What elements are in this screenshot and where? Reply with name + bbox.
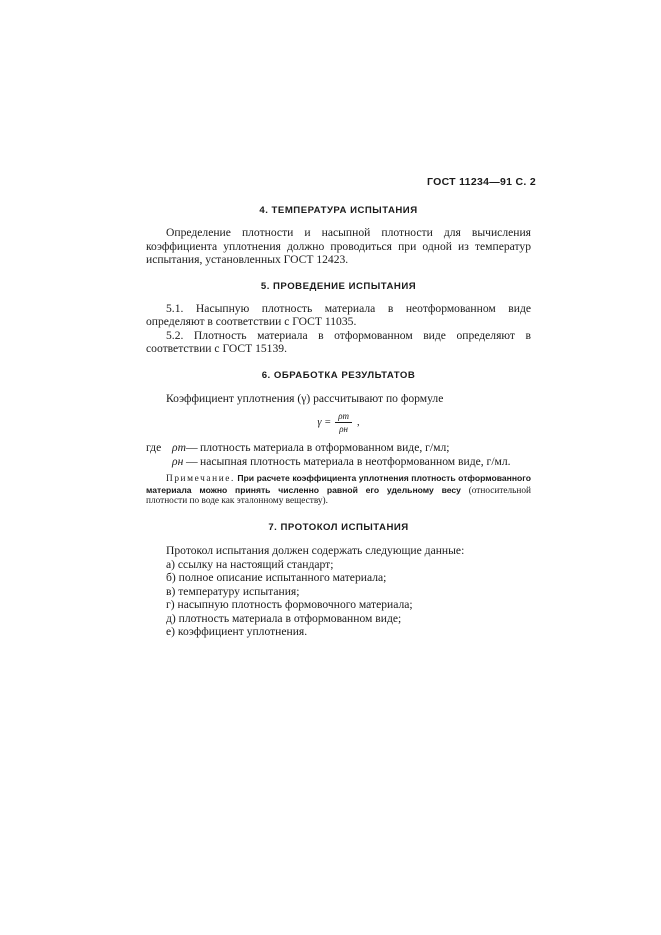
section-4	[146, 204, 531, 267]
where-text-1: плотность материала в отформованном виде, г/мл;	[200, 441, 450, 455]
list-item: а) ссылку на настоящий стандарт;	[166, 557, 334, 571]
section-5-paragraph-1: 5.1. Насыпную плотность материала в неотформованном виде определяют в соответствии с ГОСТ 11035.	[146, 302, 531, 329]
where-symbol-2: ρн	[172, 454, 184, 468]
where-symbol-1: ρm	[172, 441, 186, 455]
formula-trail: ,	[357, 417, 360, 429]
formula-fraction	[335, 411, 352, 434]
section-5	[146, 280, 531, 356]
list-item: г) насыпную плотность формовочного материала;	[166, 598, 413, 612]
section-5-paragraph-2: 5.2. Плотность материала в отформованном виде определяют в соответствии с ГОСТ 15139.	[146, 328, 531, 356]
note-text: При расчете коэффициента уплотнения плотность отформованного материала можно принять численно равной его удельному весу	[146, 473, 531, 495]
note-text-tail: (относительной плотности по воде как эталонному веществу).	[146, 485, 531, 507]
section-6-intro: Коэффициент уплотнения (γ) рассчитывают по формуле	[166, 392, 444, 406]
list-item: б) полное описание испытанного материала;	[166, 571, 387, 585]
page-header: ГОСТ 11234—91 С. 2	[426, 176, 536, 188]
section-6	[146, 369, 531, 507]
where-dash-1: —	[186, 441, 198, 455]
where-row-1	[146, 441, 531, 454]
compaction-formula	[146, 411, 531, 434]
section-7-intro: Протокол испытания должен содержать следующие данные:	[166, 544, 465, 558]
where-dash-2: —	[186, 454, 198, 468]
formula-denominator: ρн	[339, 424, 349, 435]
list-item: в) температуру испытания;	[166, 584, 300, 598]
formula-lhs: γ =	[317, 417, 332, 429]
section-4-title: 4. ТЕМПЕРАТУРА ИСПЫТАНИЯ	[259, 205, 418, 216]
section-7	[146, 521, 531, 638]
where-label-spacer	[146, 455, 172, 468]
note-label: Примечание.	[166, 474, 235, 485]
section-6-title: 6. ОБРАБОТКА РЕЗУЛЬТАТОВ	[261, 369, 416, 381]
document-body	[146, 196, 531, 638]
formula-numerator: ρm	[335, 411, 352, 423]
where-text-2: насыпная плотность материала в неотформованном виде, г/мл.	[200, 454, 511, 468]
section-5-title: 5. ПРОВЕДЕНИЕ ИСПЫТАНИЯ	[260, 280, 417, 292]
where-row-2	[146, 455, 531, 468]
list-item: д) плотность материала в отформованном виде;	[166, 611, 402, 625]
section-7-title: 7. ПРОТОКОЛ ИСПЫТАНИЯ	[268, 522, 409, 534]
where-label: где	[146, 441, 162, 455]
section-4-text: Определение плотности и насыпной плотности для вычисления коэффициента уплотнения должно проводиться при одной из температур испытания, установленных ГОСТ 12423.	[146, 226, 531, 267]
note	[146, 473, 531, 507]
list-item: е) коэффициент уплотнения.	[166, 624, 308, 638]
